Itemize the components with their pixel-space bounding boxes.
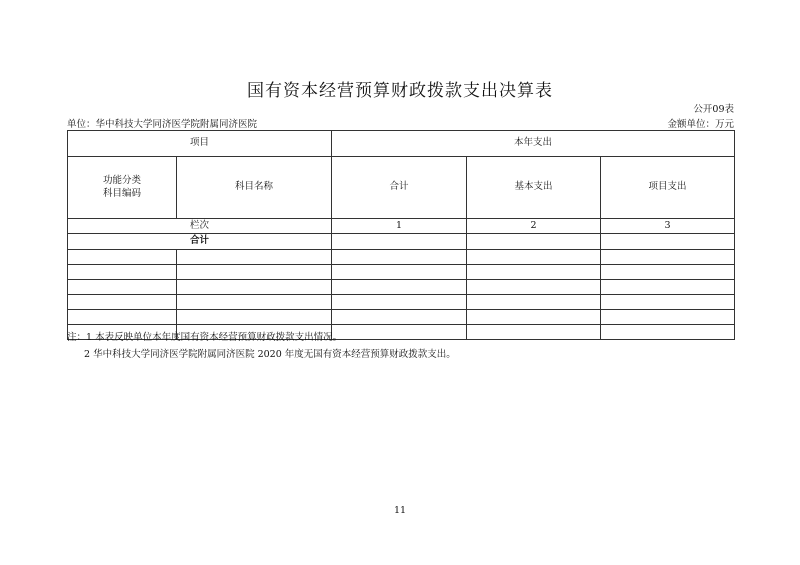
table-cell (177, 265, 332, 280)
table-cell (332, 265, 467, 280)
table-cell (601, 280, 735, 295)
table-cell (601, 310, 735, 325)
header-row-1 (68, 131, 735, 157)
table-cell (601, 325, 735, 340)
unit-label: 单位：华中科技大学同济医学院附属同济医院 (67, 119, 258, 130)
table-cell (601, 265, 735, 280)
table-cell (601, 295, 735, 310)
column-number-2: 2 (467, 219, 601, 234)
table-cell (68, 265, 177, 280)
table-cell (601, 250, 735, 265)
amount-unit-label: 金额单位：万元 (667, 119, 734, 130)
table-row (68, 250, 735, 265)
subject-code-label: 科目编码 (102, 187, 141, 199)
table-cell (332, 250, 467, 265)
table-cell (332, 295, 467, 310)
table-row (68, 310, 735, 325)
header-row-2 (68, 157, 735, 219)
column-number-row (68, 219, 735, 234)
page-number: 11 (393, 505, 407, 516)
table-row (68, 265, 735, 280)
notes (67, 329, 456, 363)
note-line-1: 注：1 本表反映单位本年度国有资本经营预算财政拨款支出情况。 (67, 332, 343, 343)
header-basic-expenditure: 基本支出 (467, 157, 601, 219)
budget-table (67, 130, 735, 340)
note-line-2: 2 华中科技大学同济医学院附属同济医院 2020 年度无国有资本经营预算财政拨款支出。 (84, 349, 456, 360)
table-cell (467, 295, 601, 310)
table-cell (467, 325, 601, 340)
header-subject-name: 科目名称 (177, 157, 332, 219)
form-number: 公开09表 (693, 104, 734, 115)
table-cell (467, 280, 601, 295)
table-cell (467, 265, 601, 280)
table-cell (332, 310, 467, 325)
page-title: 国有资本经营预算财政拨款支出决算表 (247, 81, 553, 101)
header-total: 合计 (332, 157, 467, 219)
total-label: 合计 (68, 234, 332, 250)
table-cell (467, 310, 601, 325)
function-class-label: 功能分类 (102, 174, 141, 186)
total-row (68, 234, 735, 250)
table-cell (68, 295, 177, 310)
table-cell (68, 280, 177, 295)
table-cell (177, 250, 332, 265)
header-project: 项目 (68, 131, 332, 157)
table-cell (68, 310, 177, 325)
header-project-expenditure: 项目支出 (601, 157, 735, 219)
table-row (68, 295, 735, 310)
header-current-year-expenditure: 本年支出 (332, 131, 735, 157)
table-cell (177, 295, 332, 310)
total-project-cell (601, 234, 735, 250)
table-cell (332, 280, 467, 295)
column-number-label: 栏次 (68, 219, 332, 234)
total-cell (332, 234, 467, 250)
table-cell (177, 280, 332, 295)
table-cell (467, 250, 601, 265)
table-row (68, 280, 735, 295)
table-cell (177, 310, 332, 325)
header-function-class-code (68, 157, 177, 219)
column-number-1: 1 (332, 219, 467, 234)
column-number-3: 3 (601, 219, 735, 234)
total-basic-cell (467, 234, 601, 250)
table-cell (68, 250, 177, 265)
